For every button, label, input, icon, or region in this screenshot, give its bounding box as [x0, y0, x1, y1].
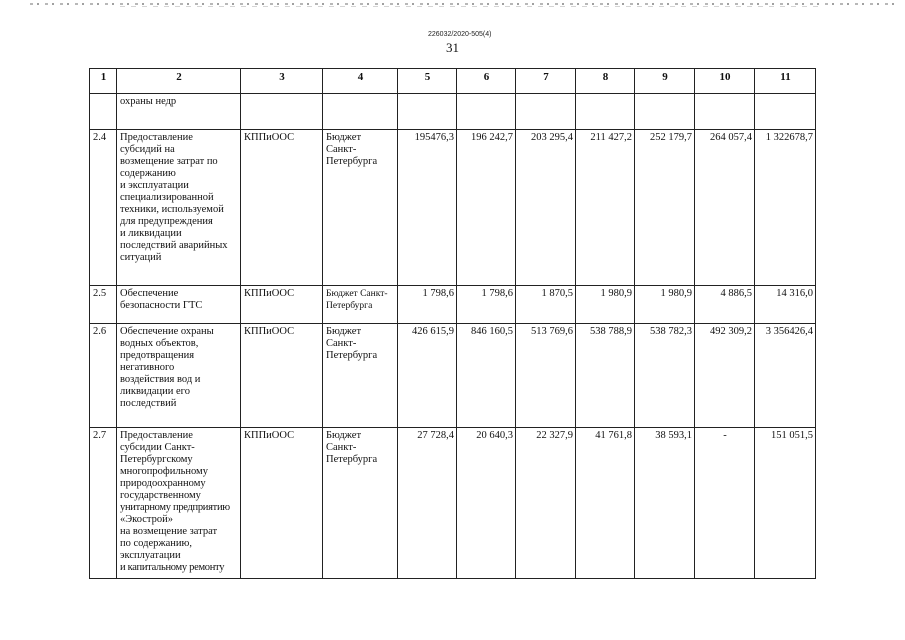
- header-cell: 8: [576, 69, 635, 94]
- value-cell: [516, 94, 576, 130]
- value-cell: 492 309,2: [695, 324, 755, 428]
- header-cell: 5: [398, 69, 457, 94]
- executor-cell: КППиООС: [241, 428, 323, 579]
- value-cell: 1 980,9: [635, 286, 695, 324]
- value-cell: 1 798,6: [398, 286, 457, 324]
- measure-line: и эксплуатации: [120, 180, 189, 191]
- header-cell: 4: [323, 69, 398, 94]
- measure-line: последствий аварийных: [120, 240, 228, 251]
- measure-line: по содержанию,: [120, 538, 192, 549]
- funding-cell: [323, 324, 398, 428]
- measure-line: ситуаций: [120, 252, 162, 263]
- measure-line: субсидии Санкт-: [120, 442, 195, 453]
- measure-line: эксплуатации: [120, 550, 181, 561]
- header-cell: 1: [90, 69, 117, 94]
- measure-line: государственному: [120, 490, 201, 501]
- measure-line: многопрофильному: [120, 466, 208, 477]
- header-cell: 7: [516, 69, 576, 94]
- budget-table: [89, 68, 816, 579]
- scan-noise: [0, 0, 905, 10]
- row-id-cell: 2.6: [90, 324, 117, 428]
- table-row-continuation: [90, 94, 816, 130]
- funding-line: Санкт-: [326, 338, 357, 349]
- funding-line: Петербурга: [326, 301, 373, 311]
- measure-line: и ликвидации: [120, 228, 182, 239]
- value-cell: 1 322678,7: [755, 130, 816, 286]
- measure-line: безопасности ГТС: [120, 300, 203, 311]
- value-cell: 4 886,5: [695, 286, 755, 324]
- value-cell: 426 615,9: [398, 324, 457, 428]
- value-cell: 151 051,5: [755, 428, 816, 579]
- value-cell: 211 427,2: [576, 130, 635, 286]
- value-cell: [457, 94, 516, 130]
- measure-line: унитарному предприятию: [120, 502, 230, 513]
- header-cell: 6: [457, 69, 516, 94]
- value-cell: -: [695, 428, 755, 579]
- header-cell: 11: [755, 69, 816, 94]
- value-cell: 20 640,3: [457, 428, 516, 579]
- funding-cell: [323, 286, 398, 324]
- value-cell: 264 057,4: [695, 130, 755, 286]
- value-cell: [398, 94, 457, 130]
- measure-line: субсидий на: [120, 144, 175, 155]
- value-cell: 22 327,9: [516, 428, 576, 579]
- measure-line: воздействия вод и: [120, 374, 201, 385]
- value-cell: 252 179,7: [635, 130, 695, 286]
- measure-line: и капитальному ремонту: [120, 562, 225, 573]
- funding-line: Санкт-: [326, 442, 357, 453]
- measure-cell: [117, 286, 241, 324]
- value-cell: 1 980,9: [576, 286, 635, 324]
- measure-line: содержанию: [120, 168, 176, 179]
- value-cell: 1 870,5: [516, 286, 576, 324]
- measure-line: для предупреждения: [120, 216, 213, 227]
- value-cell: 27 728,4: [398, 428, 457, 579]
- funding-line: Бюджет: [326, 430, 362, 441]
- value-cell: 14 316,0: [755, 286, 816, 324]
- measure-line: возмещение затрат по: [120, 156, 218, 167]
- funding-cell: [323, 130, 398, 286]
- measure-line: Обеспечение: [120, 288, 179, 299]
- value-cell: 3 356426,4: [755, 324, 816, 428]
- value-cell: [576, 94, 635, 130]
- row-id-cell: 2.4: [90, 130, 117, 286]
- value-cell: 846 160,5: [457, 324, 516, 428]
- table-row: [90, 324, 816, 428]
- executor-cell: КППиООС: [241, 324, 323, 428]
- row-id-cell: 2.7: [90, 428, 117, 579]
- value-cell: 195476,3: [398, 130, 457, 286]
- funding-line: Петербурга: [326, 350, 378, 361]
- funding-line: Бюджет Санкт-: [326, 289, 388, 299]
- funding-line: Бюджет: [326, 132, 362, 143]
- funding-cell: [323, 428, 398, 579]
- measure-line: предотвращения: [120, 350, 195, 361]
- funding-cell: [323, 94, 398, 130]
- value-cell: 1 798,6: [457, 286, 516, 324]
- measure-line: Предоставление: [120, 132, 193, 143]
- measure-line: негативного: [120, 362, 175, 373]
- header-cell: 9: [635, 69, 695, 94]
- measure-cell: охраны недр: [117, 94, 241, 130]
- measure-line: последствий: [120, 398, 177, 409]
- value-cell: 196 242,7: [457, 130, 516, 286]
- table-row: [90, 286, 816, 324]
- value-cell: 538 782,3: [635, 324, 695, 428]
- executor-cell: КППиООС: [241, 130, 323, 286]
- header-row: [90, 69, 816, 94]
- executor-cell: [241, 94, 323, 130]
- scan-noise-band: [30, 3, 900, 5]
- value-cell: [755, 94, 816, 130]
- row-id-cell: 2.5: [90, 286, 117, 324]
- scan-noise-band: [120, 6, 820, 7]
- header-cell: 2: [117, 69, 241, 94]
- funding-line: Бюджет: [326, 326, 362, 337]
- measure-cell: [117, 428, 241, 579]
- value-cell: [635, 94, 695, 130]
- funding-line: Санкт-: [326, 144, 357, 155]
- measure-cell: [117, 324, 241, 428]
- funding-line: Петербурга: [326, 454, 378, 465]
- value-cell: [695, 94, 755, 130]
- executor-cell: КППиООС: [241, 286, 323, 324]
- measure-line: Обеспечение охраны: [120, 326, 214, 337]
- value-cell: 203 295,4: [516, 130, 576, 286]
- value-cell: 513 769,6: [516, 324, 576, 428]
- value-cell: 41 761,8: [576, 428, 635, 579]
- header-cell: 10: [695, 69, 755, 94]
- row-id-cell: [90, 94, 117, 130]
- measure-line: Предоставление: [120, 430, 193, 441]
- table-row: [90, 130, 816, 286]
- measure-line: ликвидации его: [120, 386, 190, 397]
- measure-line: Петербургскому: [120, 454, 193, 465]
- value-cell: 38 593,1: [635, 428, 695, 579]
- funding-line: Петербурга: [326, 156, 378, 167]
- measure-line: «Экострой»: [120, 514, 174, 525]
- measure-line: специализированной: [120, 192, 214, 203]
- measure-line: техники, используемой: [120, 204, 224, 215]
- measure-line: водных объектов,: [120, 338, 199, 349]
- document-code: 226032/2020-505(4): [428, 31, 492, 38]
- measure-cell: [117, 130, 241, 286]
- table-row: [90, 428, 816, 579]
- header-cell: 3: [241, 69, 323, 94]
- measure-line: на возмещение затрат: [120, 526, 218, 537]
- value-cell: 538 788,9: [576, 324, 635, 428]
- page-number: 31: [446, 40, 459, 55]
- measure-line: природоохранному: [120, 478, 206, 489]
